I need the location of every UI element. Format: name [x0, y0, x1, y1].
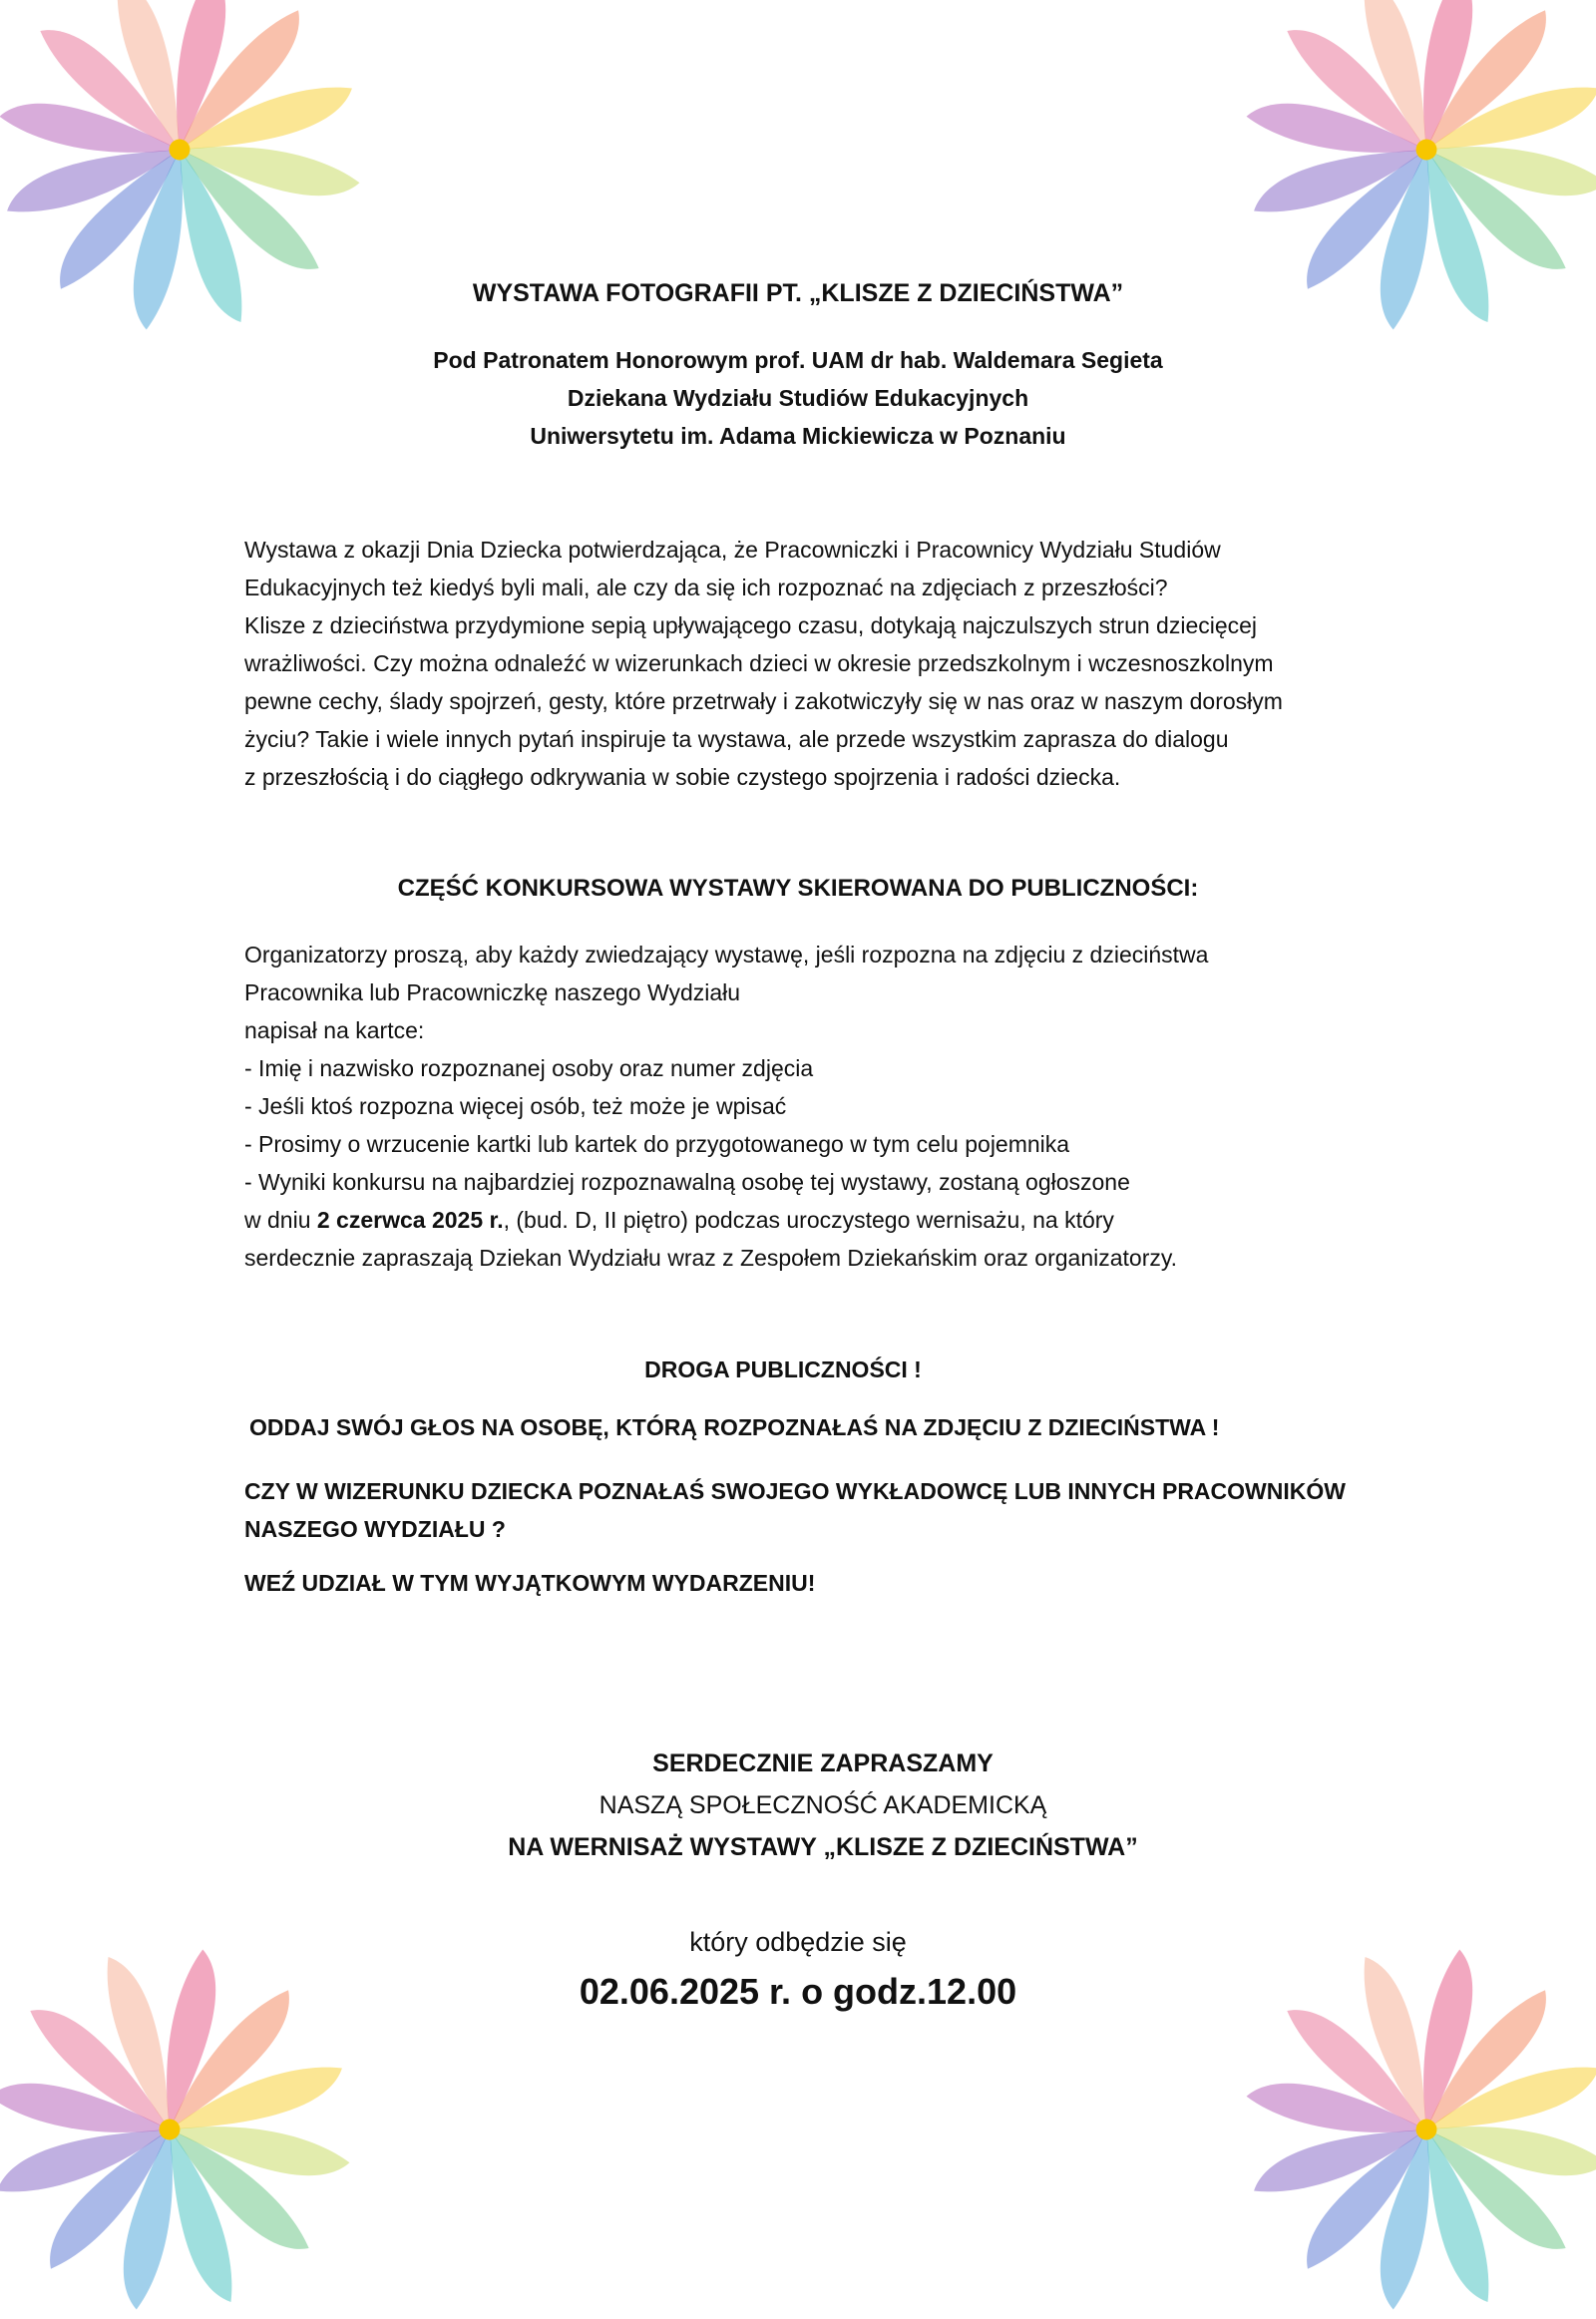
patronage-block	[0, 341, 1596, 455]
contest-line: Organizatorzy proszą, aby każdy zwiedzający wystawę, jeśli rozpozna na zdjęciu z dzieciństwa	[244, 942, 1209, 967]
flower-center	[160, 2120, 181, 2140]
flower-center	[170, 140, 191, 161]
vote-call: ODDAJ SWÓJ GŁOS NA OSOBĘ, KTÓRĄ ROZPOZNAŁAŚ NA ZDJĘCIU Z DZIECIŃSTWA !	[249, 1414, 1220, 1440]
participate-call: WEŹ UDZIAŁ W TYM WYJĄTKOWYM WYDARZENIU!	[244, 1570, 816, 1596]
intro-line: Wystawa z okazji Dnia Dziecka potwierdzająca, że Pracowniczki i Pracownicy Wydziału Studiów	[244, 537, 1221, 563]
intro-line: z przeszłością i do ciągłego odkrywania w sobie czystego spojrzenia i radości dziecka.	[244, 764, 1121, 790]
contest-line: - Imię i nazwisko rozpoznanej osoby oraz numer zdjęcia	[244, 1055, 814, 1081]
patronage-line: Dziekana Wydziału Studiów Edukacyjnych	[567, 385, 1029, 411]
document-title: WYSTAWA FOTOGRAFII PT. „KLISZE Z DZIECIŃSTWA”	[472, 279, 1124, 307]
intro-line: pewne cechy, ślady spojrzeń, gesty, które przetrwały i zakotwiczyły się w nas oraz w naszym dorosłym	[244, 688, 1283, 714]
contest-line: Pracownika lub Pracowniczkę naszego Wydziału	[244, 979, 741, 1005]
event-date: 02.06.2025 r. o godz.12.00	[579, 1971, 1017, 2012]
contest-heading: CZĘŚĆ KONKURSOWA WYSTAWY SKIEROWANA DO PUBLICZNOŚCI:	[397, 875, 1199, 902]
invitation-line-2: NASZĄ SPOŁECZNOŚĆ AKADEMICKĄ	[598, 1791, 1047, 1819]
intro-line: Klisze z dzieciństwa przydymione sepią upływającego czasu, dotykają najczulszych strun dziecięcej	[244, 612, 1258, 638]
intro-paragraph	[244, 531, 1421, 796]
intro-line: Edukacyjnych też kiedyś byli mali, ale czy da się ich rozpoznać na zdjęciach z przeszłości?	[244, 575, 1168, 600]
invitation-line-1: SERDECZNIE ZAPRASZAMY	[652, 1749, 994, 1777]
flower-center	[1416, 140, 1437, 161]
contest-date-prefix: w dniu	[244, 1207, 317, 1233]
invitation-block	[0, 1742, 1596, 1868]
contest-line: - Wyniki konkursu na najbardziej rozpoznawalną osobę tej wystawy, zostaną ogłoszone	[244, 1169, 1130, 1195]
contest-line: - Jeśli ktoś rozpozna więcej osób, też może je wpisać	[244, 1093, 787, 1119]
contest-date-line	[244, 1201, 1421, 1239]
question-text: CZY W WIZERUNKU DZIECKA POZNAŁAŚ SWOJEGO WYKŁADOWCĘ LUB INNYCH PRACOWNIKÓW NASZEGO WYDZIAŁU ?	[244, 1478, 1346, 1542]
contest-date-suffix: , (bud. D, II piętro) podczas uroczystego wernisażu, na który	[503, 1207, 1114, 1233]
event-intro: który odbędzie się	[689, 1927, 907, 1957]
invitation-line-3: NA WERNISAŻ WYSTAWY „KLISZE Z DZIECIŃSTWA”	[508, 1833, 1138, 1861]
contest-line: - Prosimy o wrzucenie kartki lub kartek do przygotowanego w tym celu pojemnika	[244, 1131, 1070, 1157]
contest-line: napisał na kartce:	[244, 1017, 425, 1043]
contest-line: serdecznie zapraszają Dziekan Wydziału wraz z Zespołem Dziekańskim oraz organizatorzy.	[244, 1245, 1178, 1271]
intro-line: wrażliwości. Czy można odnaleźć w wizerunkach dzieci w okresie przedszkolnym i wczesnoszkolnym	[244, 650, 1274, 676]
patronage-line: Uniwersytetu im. Adama Mickiewicza w Poznaniu	[530, 423, 1066, 449]
flower-center	[1416, 2120, 1437, 2140]
audience-heading: DROGA PUBLICZNOŚCI !	[644, 1356, 922, 1382]
patronage-line: Pod Patronatem Honorowym prof. UAM dr hab. Waldemara Segieta	[433, 347, 1163, 373]
contest-date-bold: 2 czerwca 2025 r.	[316, 1207, 504, 1233]
contest-rules	[244, 936, 1421, 1277]
intro-line: życiu? Takie i wiele innych pytań inspiruje ta wystawa, ale przede wszystkim zaprasza do dialogu	[244, 726, 1229, 752]
